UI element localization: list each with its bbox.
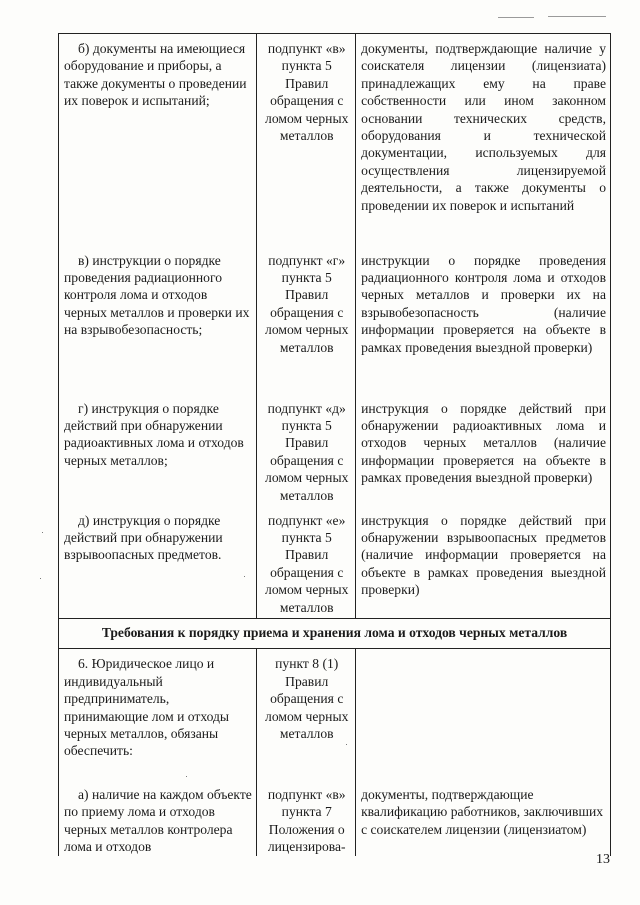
documents-cell: инструкция о порядке действий при обнаружении взрывоопасных предметов (наличие информации проверяется на объекте в рамках проведения выездной проверки): [356, 506, 611, 619]
section-heading: Требования к порядку приема и хранения лома и отходов черных металлов: [59, 619, 611, 649]
scan-artifact: [40, 578, 41, 579]
reference-cell: подпункт «в» пункта 5 Правил обращения с ломом черных металлов: [257, 34, 356, 246]
scan-artifact: [498, 17, 534, 18]
documents-cell: [356, 649, 611, 781]
scan-artifact: [548, 16, 606, 17]
documents-cell: документы, подтверждающие квалификацию работников, заключивших с соискателем лицензии (лицензиатом): [356, 781, 611, 856]
table-row: [59, 506, 611, 619]
page-number: 13: [596, 852, 610, 867]
requirement-cell: д) инструкция о порядке действий при обнаружении взрывоопасных предметов.: [59, 506, 257, 619]
table-row: [59, 649, 611, 781]
scan-artifact: [346, 744, 347, 745]
requirement-cell: а) наличие на каждом объекте по приему лома и отходов черных металлов контролера лома и отходов: [59, 781, 257, 856]
requirements-table: [58, 33, 611, 856]
reference-cell: подпункт «г» пункта 5 Правил обращения с ломом черных металлов: [257, 246, 356, 394]
scan-artifact: [186, 776, 187, 777]
table-row: [59, 394, 611, 506]
section-heading-row: [59, 619, 611, 649]
reference-cell: подпункт «е» пункта 5 Правил обращения с ломом черных металлов: [257, 506, 356, 619]
documents-cell: инструкции о порядке проведения радиационного контроля лома и отходов черных металлов и проверки их на взрывобезопасность (наличие информации проверяется на объекте в рамках проведения выездной проверки): [356, 246, 611, 394]
table-row: [59, 246, 611, 394]
requirement-cell: б) документы на имеющиеся оборудование и приборы, а также документы о проведении их поверок и испытаний;: [59, 34, 257, 246]
reference-cell: подпункт «д» пункта 5 Правил обращения с ломом черных металлов: [257, 394, 356, 506]
reference-cell: подпункт «в» пункта 7 Положения о лицензирова-: [257, 781, 356, 856]
requirement-cell: г) инструкция о порядке действий при обнаружении радиоактивных лома и отходов черных металлов;: [59, 394, 257, 506]
table-row: [59, 34, 611, 246]
documents-cell: инструкция о порядке действий при обнаружении радиоактивных лома и отходов черных металлов (наличие информации проверяется на объекте в рамках проведения выездной проверки): [356, 394, 611, 506]
requirement-cell: 6. Юридическое лицо и индивидуальный предприниматель, принимающие лом и отходы черных металлов, обязаны обеспечить:: [59, 649, 257, 781]
requirement-cell: в) инструкции о порядке проведения радиационного контроля лома и отходов черных металлов и проверки их на взрывобезопасность;: [59, 246, 257, 394]
table-row: [59, 781, 611, 856]
scan-artifact: [42, 532, 43, 533]
reference-cell: пункт 8 (1) Правил обращения с ломом черных металлов: [257, 649, 356, 781]
documents-cell: документы, подтверждающие наличие у соискателя лицензии (лицензиата) принадлежащих ему на праве собственности или ином законном основании технических средств, оборудования и технической документации, используемых для осуществления лицензируемой деятельности, а также документы о проведении их поверок и испытаний: [356, 34, 611, 246]
scan-artifact: [244, 576, 245, 577]
